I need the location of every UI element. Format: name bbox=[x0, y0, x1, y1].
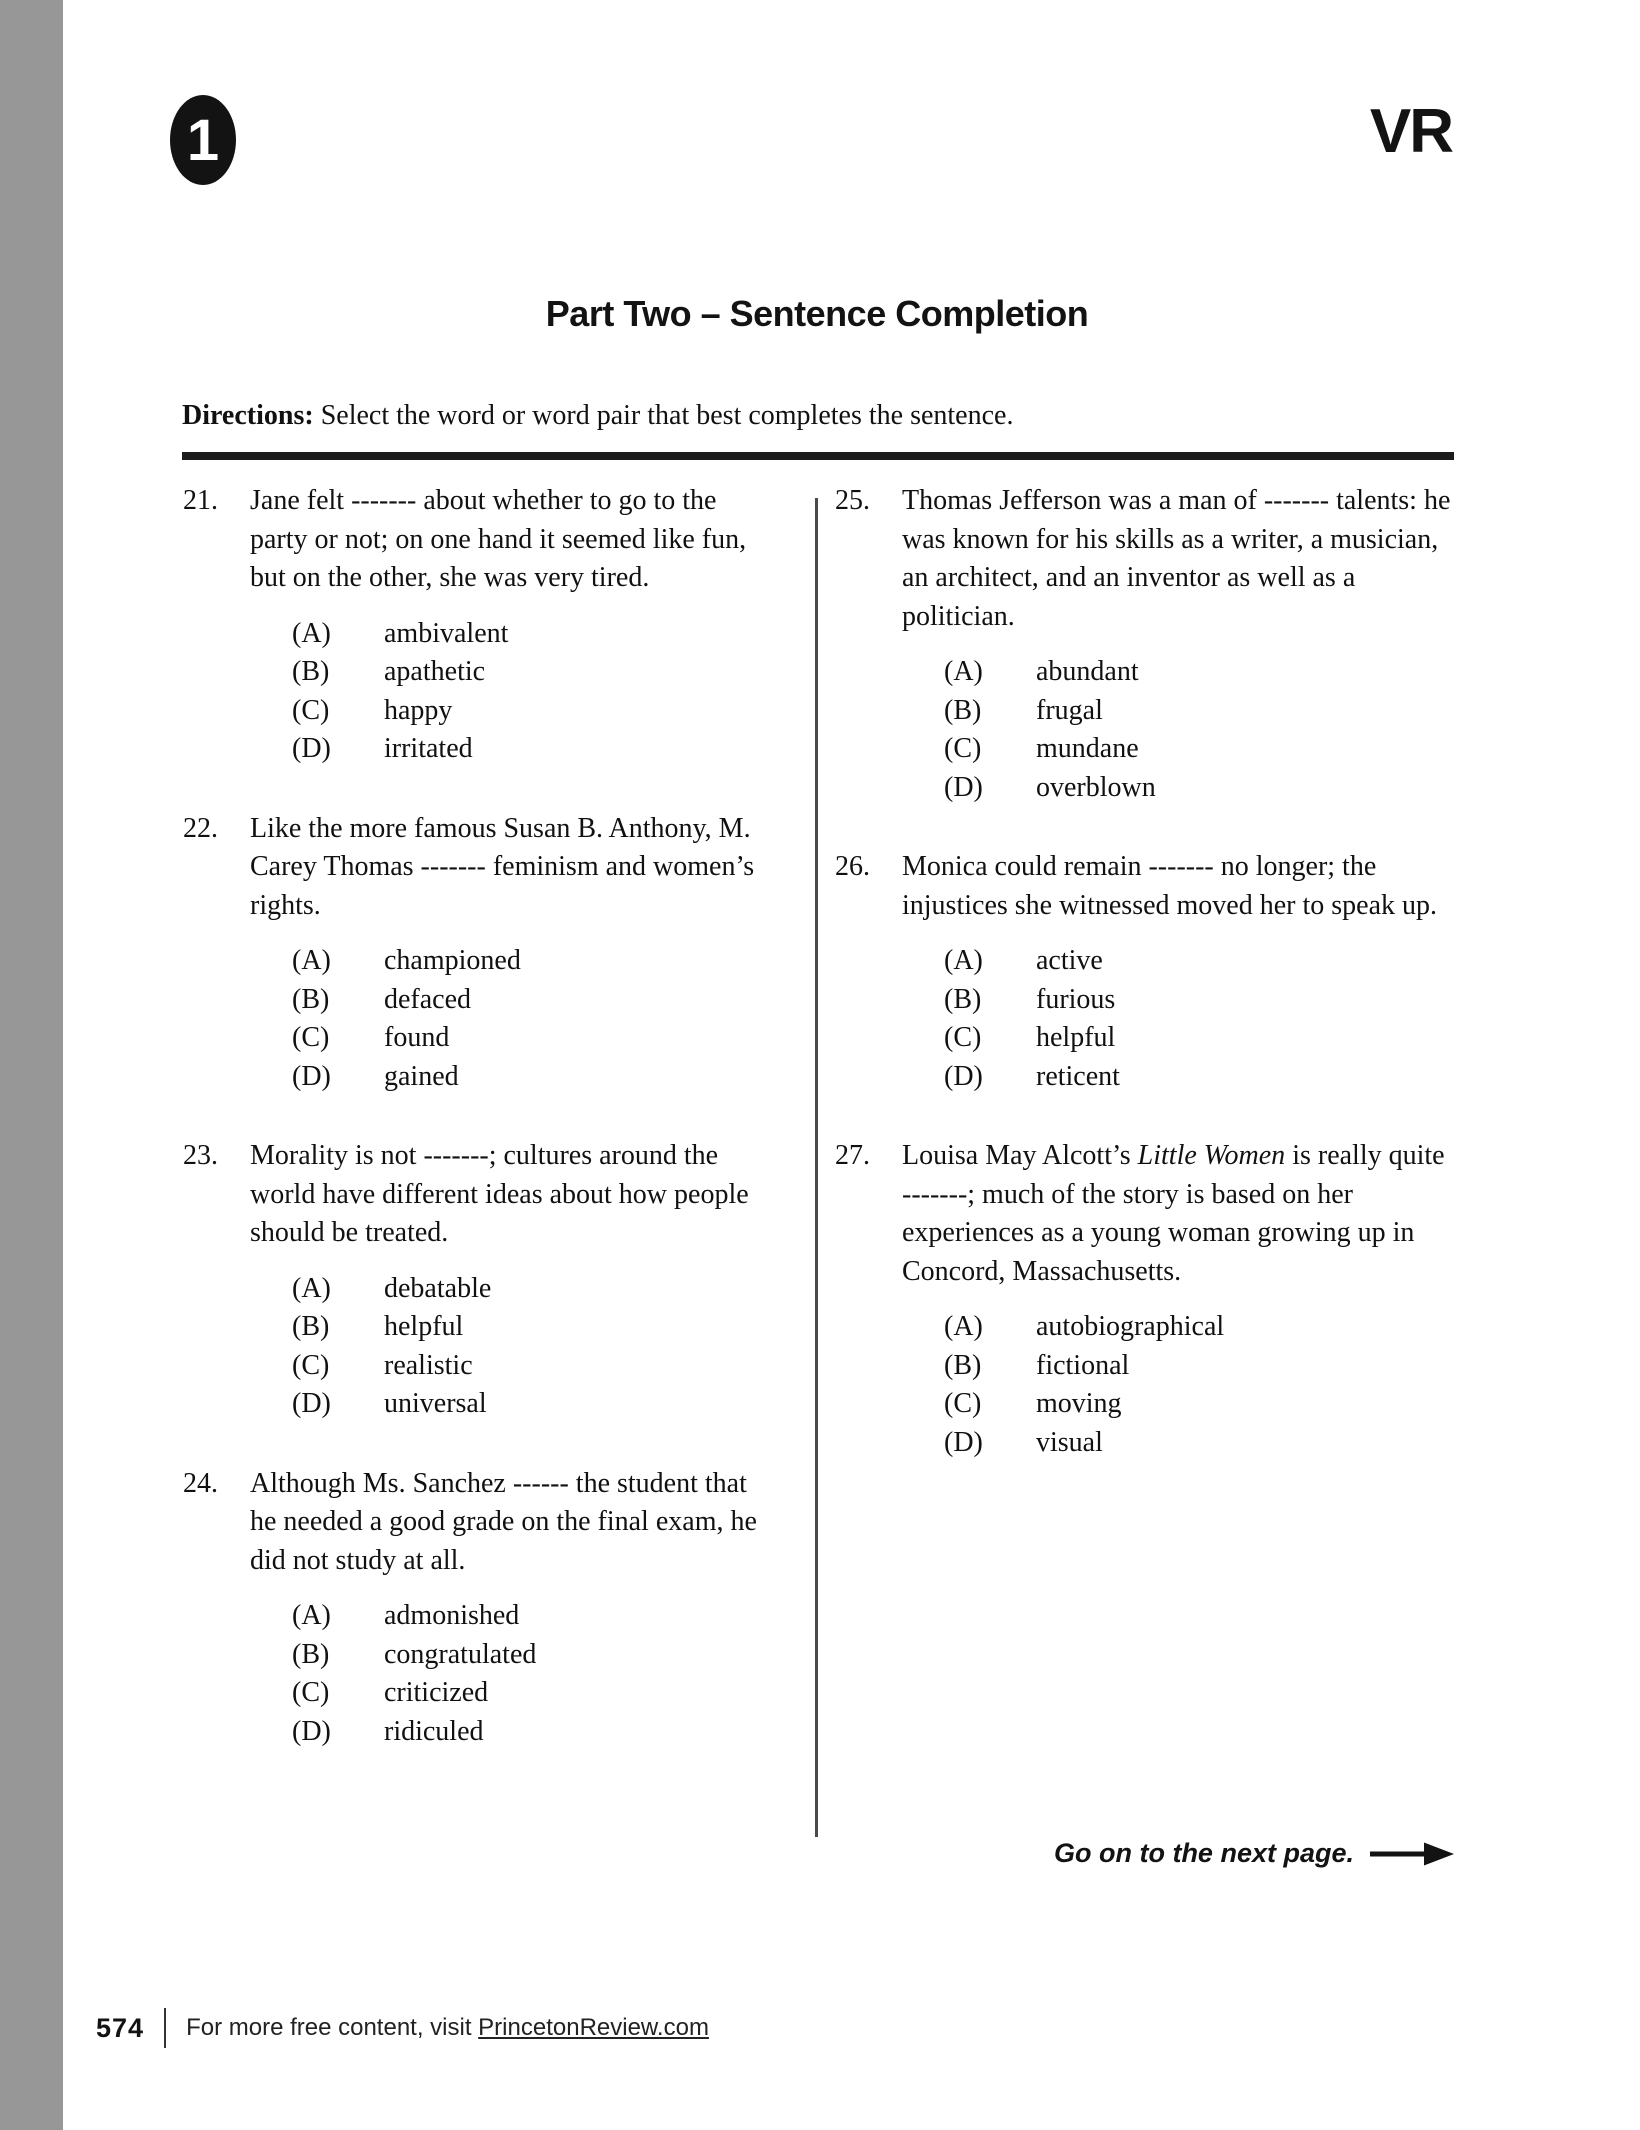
choice-text: universal bbox=[384, 1388, 487, 1419]
stem-text: Morality is not -------; cultures around the world have different ideas about how people should be treated. bbox=[250, 1140, 749, 1248]
question-stem bbox=[250, 1465, 775, 1581]
column-divider bbox=[815, 498, 818, 1837]
horizontal-rule bbox=[182, 452, 1454, 460]
choice-text: congratulated bbox=[384, 1638, 537, 1670]
answer-choice bbox=[902, 653, 1452, 692]
choices-list bbox=[250, 1597, 775, 1751]
question-body bbox=[902, 1137, 1452, 1462]
questions-column-right bbox=[835, 482, 1452, 1503]
choice-letter: (A) bbox=[944, 1311, 983, 1342]
question-stem bbox=[250, 810, 775, 926]
choice-text: apathetic bbox=[384, 656, 486, 687]
question-number: 27. bbox=[835, 1140, 870, 1171]
page-number: 574 bbox=[96, 2012, 145, 2043]
choices-list bbox=[902, 653, 1452, 807]
question-number: 24. bbox=[183, 1467, 218, 1499]
choice-letter: (A) bbox=[292, 945, 331, 976]
choice-letter: (D) bbox=[944, 1060, 983, 1092]
answer-choice bbox=[250, 981, 775, 1020]
answer-choice bbox=[250, 1058, 775, 1097]
answer-choice bbox=[250, 1019, 775, 1058]
choice-text: irritated bbox=[384, 733, 473, 764]
question bbox=[183, 1465, 775, 1752]
choice-letter: (C) bbox=[292, 1022, 330, 1053]
answer-choice bbox=[250, 615, 775, 654]
question-body bbox=[902, 848, 1452, 1096]
choice-letter: (C) bbox=[292, 1349, 330, 1381]
choice-text: happy bbox=[384, 694, 453, 726]
choices-list bbox=[250, 615, 775, 769]
question bbox=[835, 848, 1452, 1096]
answer-choice bbox=[250, 653, 775, 692]
answer-choice bbox=[250, 1597, 775, 1636]
choice-letter: (C) bbox=[944, 1022, 982, 1053]
continue-label: Go on to the next page. bbox=[1053, 1838, 1354, 1868]
answer-choice bbox=[902, 1058, 1452, 1097]
choice-text: furious bbox=[1036, 983, 1116, 1015]
question-body bbox=[902, 482, 1452, 807]
choice-letter: (B) bbox=[944, 1349, 982, 1381]
choice-text: gained bbox=[384, 1060, 459, 1092]
choices-list bbox=[902, 942, 1452, 1096]
stem-text: Jane felt ------- about whether to go to the party or not; on one hand it seemed like fun, but on the other, she was very tired. bbox=[250, 485, 747, 593]
choices-list bbox=[250, 942, 775, 1096]
page-footer bbox=[96, 2005, 709, 2051]
choice-text: abundant bbox=[1036, 656, 1139, 687]
choice-letter: (B) bbox=[292, 656, 330, 687]
section-code-label: VR bbox=[1369, 97, 1452, 166]
stem-text: is really quite -------; much of the story is based on her experiences as a young woman growing up in Concord, Massachusetts. bbox=[902, 1140, 1445, 1287]
choice-text: moving bbox=[1036, 1388, 1122, 1419]
choice-letter: (A) bbox=[944, 656, 983, 687]
choice-text: autobiographical bbox=[1036, 1311, 1225, 1342]
choice-text: realistic bbox=[384, 1349, 473, 1381]
question bbox=[183, 482, 775, 769]
choice-letter: (B) bbox=[292, 1638, 330, 1670]
answer-choice bbox=[902, 942, 1452, 981]
question bbox=[183, 1137, 775, 1424]
directions-text: Select the word or word pair that best completes the sentence. bbox=[313, 400, 1014, 431]
book-title-italic: Little Women bbox=[1137, 1140, 1286, 1171]
choice-letter: (A) bbox=[292, 617, 331, 649]
section-number-badge bbox=[170, 95, 236, 185]
question bbox=[835, 1137, 1452, 1462]
stem-text: Louisa May Alcott’s bbox=[902, 1140, 1138, 1171]
answer-choice bbox=[250, 1347, 775, 1386]
stem-text: Although Ms. Sanchez ------ the student that he needed a good grade on the final exam, he did not study at all. bbox=[250, 1467, 757, 1576]
footer-text: For more free content, visit PrincetonReview.com bbox=[186, 2014, 709, 2041]
choice-letter: (A) bbox=[292, 1272, 331, 1304]
choice-letter: (B) bbox=[944, 694, 982, 726]
answer-choice bbox=[250, 730, 775, 769]
question-number: 23. bbox=[183, 1140, 218, 1171]
question-body bbox=[250, 482, 775, 769]
choice-text: admonished bbox=[384, 1600, 520, 1631]
choice-letter: (C) bbox=[292, 694, 330, 726]
choice-text: overblown bbox=[1036, 771, 1156, 803]
answer-choice bbox=[902, 1385, 1452, 1424]
arrow-right-icon bbox=[1370, 1841, 1454, 1867]
choice-text: defaced bbox=[384, 983, 472, 1015]
choice-letter: (C) bbox=[944, 733, 982, 764]
choice-text: helpful bbox=[384, 1311, 464, 1342]
question-body bbox=[250, 1465, 775, 1752]
footer-link[interactable]: PrincetonReview.com bbox=[478, 2014, 709, 2041]
answer-choice bbox=[902, 1347, 1452, 1386]
question-number: 26. bbox=[835, 851, 870, 882]
choice-text: ambivalent bbox=[384, 617, 509, 649]
stem-text: Monica could remain ------- no longer; the injustices she witnessed moved her to speak up. bbox=[902, 851, 1438, 921]
choice-letter: (D) bbox=[292, 1060, 331, 1092]
answer-choice bbox=[250, 1674, 775, 1713]
choice-letter: (D) bbox=[292, 733, 331, 764]
choice-text: mundane bbox=[1036, 733, 1139, 764]
choice-text: helpful bbox=[1036, 1022, 1116, 1053]
answer-choice bbox=[250, 1270, 775, 1309]
question bbox=[835, 482, 1452, 807]
question bbox=[183, 810, 775, 1097]
choice-letter: (B) bbox=[292, 983, 330, 1015]
answer-choice bbox=[902, 1308, 1452, 1347]
answer-choice bbox=[902, 730, 1452, 769]
choice-letter: (D) bbox=[944, 771, 983, 803]
choice-letter: (C) bbox=[292, 1677, 330, 1708]
stem-text: Thomas Jefferson was a man of ------- talents: he was known for his skills as a writer, a musician, an architect, and an inventor as well as a politician. bbox=[902, 485, 1451, 632]
continue-notice bbox=[1054, 1838, 1454, 1869]
choice-text: frugal bbox=[1036, 694, 1103, 726]
directions bbox=[182, 400, 1013, 432]
choice-text: found bbox=[384, 1022, 450, 1053]
choice-letter: (D) bbox=[292, 1388, 331, 1419]
choice-text: championed bbox=[384, 945, 521, 976]
directions-label: Directions: bbox=[182, 400, 314, 431]
choices-list bbox=[250, 1270, 775, 1424]
questions-column-left bbox=[183, 482, 775, 1792]
choice-text: debatable bbox=[384, 1272, 492, 1304]
section-number: 1 bbox=[186, 107, 220, 173]
left-gray-bar bbox=[0, 0, 63, 2130]
answer-choice bbox=[250, 1308, 775, 1347]
question-body bbox=[250, 1137, 775, 1424]
choice-letter: (C) bbox=[944, 1388, 982, 1419]
answer-choice bbox=[902, 692, 1452, 731]
choice-text: fictional bbox=[1036, 1349, 1130, 1381]
answer-choice bbox=[902, 981, 1452, 1020]
answer-choice bbox=[250, 942, 775, 981]
answer-choice bbox=[250, 1636, 775, 1675]
question-number: 22. bbox=[183, 812, 218, 844]
question-number: 21. bbox=[183, 485, 218, 516]
answer-choice bbox=[902, 1424, 1452, 1463]
question-stem bbox=[902, 848, 1452, 925]
question-stem bbox=[902, 482, 1452, 636]
question-body bbox=[250, 810, 775, 1097]
answer-choice bbox=[250, 692, 775, 731]
answer-choice bbox=[902, 1019, 1452, 1058]
question-stem bbox=[250, 1137, 775, 1253]
choice-text: criticized bbox=[384, 1677, 489, 1708]
answer-choice bbox=[902, 769, 1452, 808]
question-stem bbox=[902, 1137, 1452, 1291]
choice-letter: (D) bbox=[944, 1426, 983, 1458]
choice-text: active bbox=[1036, 945, 1103, 976]
choice-letter: (A) bbox=[292, 1600, 331, 1631]
answer-choice bbox=[250, 1713, 775, 1752]
choice-text: ridiculed bbox=[384, 1715, 484, 1747]
choice-letter: (D) bbox=[292, 1715, 331, 1747]
choice-letter: (B) bbox=[292, 1311, 330, 1342]
question-number: 25. bbox=[835, 485, 870, 516]
question-stem bbox=[250, 482, 775, 598]
choice-letter: (B) bbox=[944, 983, 982, 1015]
stem-text: Like the more famous Susan B. Anthony, M. Carey Thomas ------- feminism and women’s rights. bbox=[250, 812, 755, 921]
page-title: Part Two – Sentence Completion bbox=[545, 293, 1089, 334]
choice-letter: (A) bbox=[944, 945, 983, 976]
choices-list bbox=[902, 1308, 1452, 1462]
answer-choice bbox=[250, 1385, 775, 1424]
footer-divider bbox=[164, 2008, 166, 2048]
choice-text: reticent bbox=[1036, 1060, 1120, 1092]
choice-text: visual bbox=[1036, 1426, 1103, 1458]
